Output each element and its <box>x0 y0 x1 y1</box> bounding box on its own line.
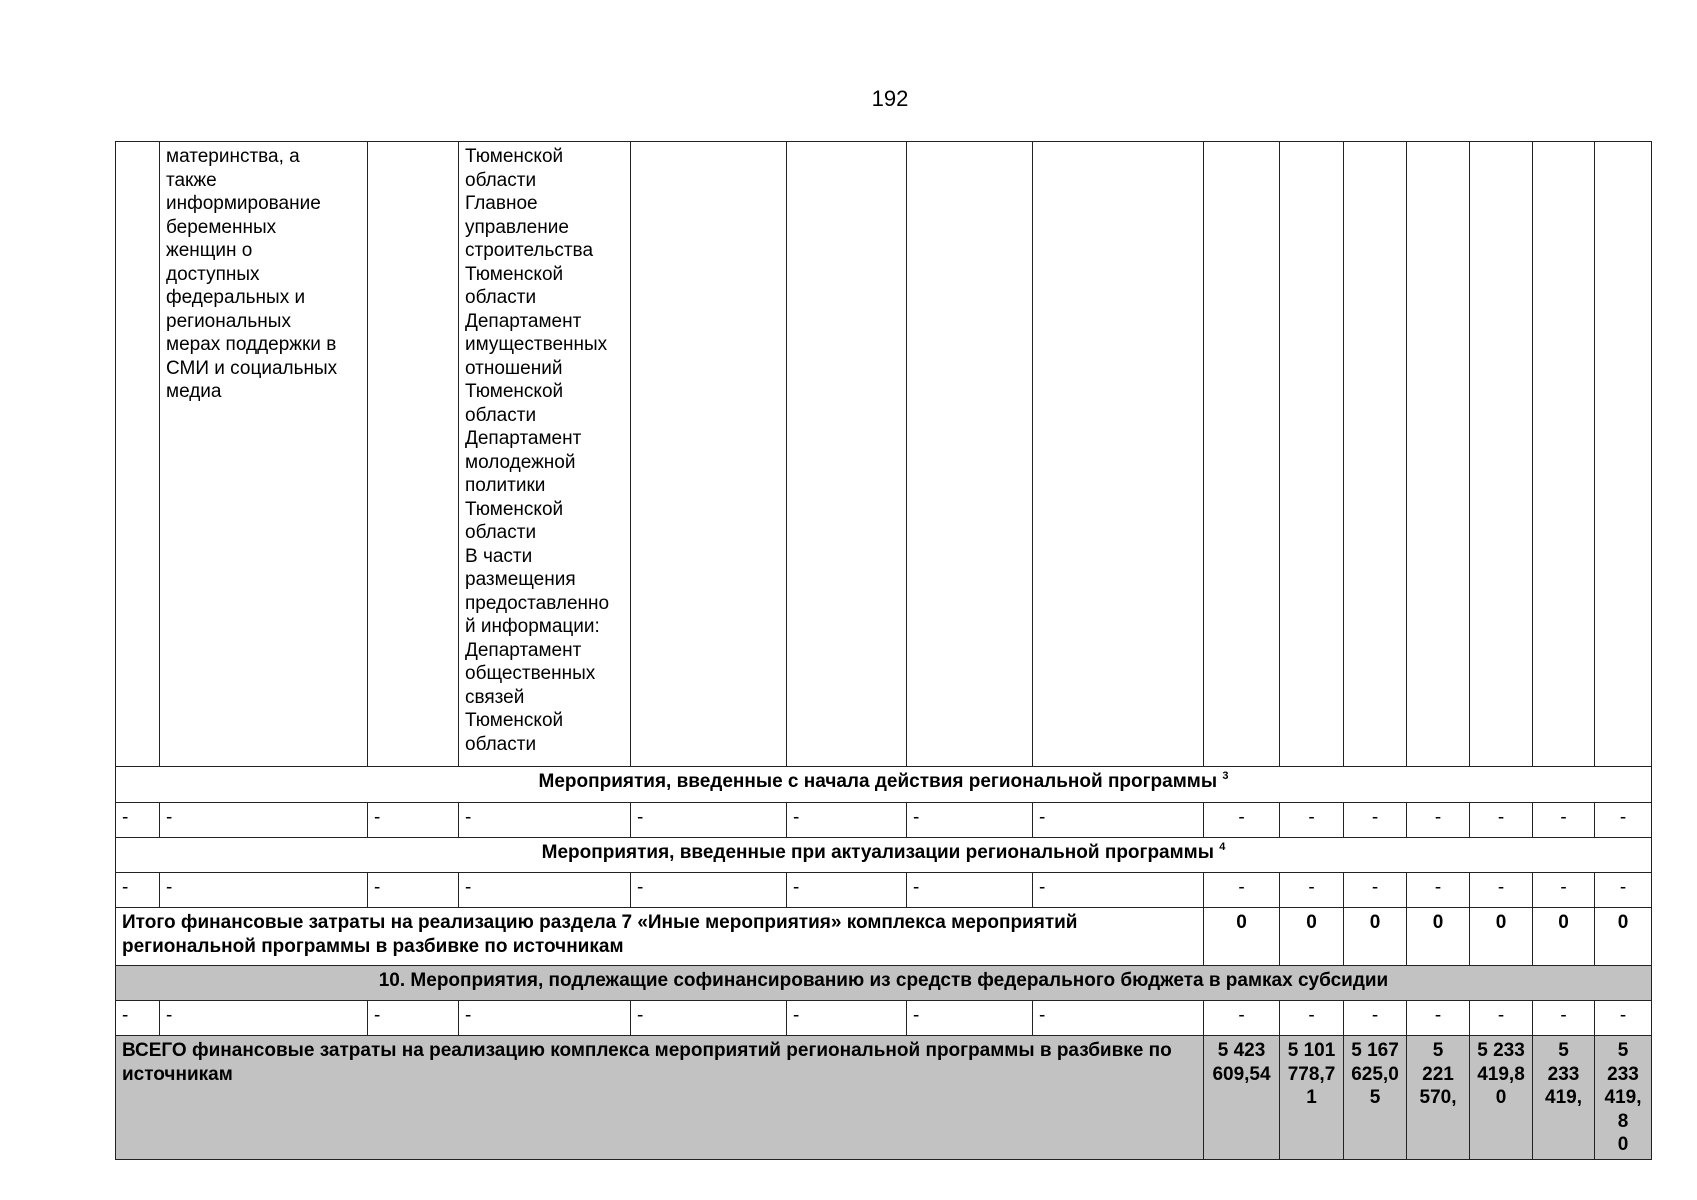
description-line: беременных <box>166 216 277 238</box>
dash-cell: - <box>1533 873 1595 908</box>
dash-cell: - <box>160 873 368 908</box>
value-line: 419, <box>1545 1087 1582 1108</box>
executor-line: й информации: <box>465 616 600 637</box>
executor-line: Тюменской <box>465 498 564 520</box>
executor-line: политики <box>465 475 546 496</box>
dash-cell: - <box>1407 803 1470 838</box>
value-line: 5 <box>1369 1087 1381 1108</box>
value-line: 5 233 <box>1477 1040 1525 1061</box>
value-line: 5 423 <box>1217 1040 1266 1061</box>
program-table <box>115 141 1652 1160</box>
value-line: 570, <box>1419 1087 1457 1108</box>
total-value: 0 <box>1470 908 1533 966</box>
value-line: 0 <box>1495 1087 1507 1108</box>
grand-total-value <box>1407 1036 1470 1160</box>
section10-row <box>116 966 1652 1001</box>
cell-empty <box>907 142 1033 767</box>
dash-cell: - <box>1533 1001 1595 1036</box>
dash-cell: - <box>1280 873 1344 908</box>
dash-cell: - <box>368 873 459 908</box>
dash-cell: - <box>160 1001 368 1036</box>
cell-empty <box>787 142 907 767</box>
grand-total-value <box>1533 1036 1595 1160</box>
description-line: информирование <box>166 193 321 214</box>
value-line: 221 <box>1422 1063 1454 1085</box>
dash-cell: - <box>368 1001 459 1036</box>
dash-cell: - <box>631 1001 787 1036</box>
dash-cell: - <box>1344 803 1407 838</box>
executor-line: области <box>465 404 537 426</box>
cell-empty <box>1595 142 1652 767</box>
cell-empty <box>1280 142 1344 767</box>
total-value: 0 <box>1344 908 1407 966</box>
dash-cell: - <box>116 1001 160 1036</box>
dash-row <box>116 803 1652 838</box>
dash-cell: - <box>1595 1001 1652 1036</box>
dash-cell: - <box>1595 873 1652 908</box>
executor-line: связей <box>465 686 525 708</box>
dash-cell: - <box>368 803 459 838</box>
executor-line: Тюменской <box>465 381 564 402</box>
dash-cell: - <box>1280 1001 1344 1036</box>
executor-line: имущественных <box>465 334 608 355</box>
continued-row <box>116 142 1652 767</box>
value-line: 0 <box>1617 1134 1629 1155</box>
executor-line: Департамент <box>465 428 582 449</box>
description-cell <box>160 142 368 767</box>
dash-cell: - <box>160 803 368 838</box>
cell-empty <box>1533 142 1595 767</box>
description-line: материнства, а <box>166 146 300 167</box>
dash-cell: - <box>459 803 631 838</box>
section-heading: Мероприятия, введенные при актуализации региональной программы $^4$ <box>116 838 1652 873</box>
executor-line: Департамент <box>465 310 582 332</box>
dash-cell: - <box>459 1001 631 1036</box>
executor-line: области <box>465 287 537 308</box>
total-value: 0 <box>1533 908 1595 966</box>
executor-cell <box>459 142 631 767</box>
grand-total-value <box>1280 1036 1344 1160</box>
dash-cell: - <box>1344 873 1407 908</box>
description-line: женщин о <box>166 240 253 261</box>
footnote-marker: 4 <box>1219 841 1226 853</box>
description-line: медиа <box>166 381 222 402</box>
cell-empty <box>1407 142 1470 767</box>
dash-cell: - <box>1470 873 1533 908</box>
value-line: 609,54 <box>1212 1063 1271 1085</box>
dash-cell: - <box>907 1001 1033 1036</box>
value-line: 778,7 <box>1287 1063 1336 1085</box>
total-value: 0 <box>1280 908 1344 966</box>
grand-total-value <box>1470 1036 1533 1160</box>
executor-line: молодежной <box>465 451 576 473</box>
executor-line: области <box>465 522 537 543</box>
grand-total-value <box>1204 1036 1280 1160</box>
total-value: 0 <box>1204 908 1280 966</box>
dash-cell: - <box>1344 1001 1407 1036</box>
dash-cell: - <box>1033 1001 1204 1036</box>
executor-line: В части <box>465 545 533 567</box>
grand-total-value <box>1344 1036 1407 1160</box>
section-introduced-start <box>116 767 1652 803</box>
dash-cell: - <box>787 803 907 838</box>
executor-line: строительства <box>465 240 594 261</box>
description-line: СМИ и социальных <box>166 357 338 379</box>
executor-line: области <box>465 169 537 191</box>
dash-cell: - <box>116 803 160 838</box>
section-introduced-update <box>116 838 1652 873</box>
description-line: доступных <box>166 263 260 285</box>
dash-cell: - <box>116 873 160 908</box>
total-value: 0 <box>1407 908 1470 966</box>
section-heading: Мероприятия, введенные с начала действия региональной программы $^3$ <box>116 767 1652 803</box>
dash-cell: - <box>1204 1001 1280 1036</box>
dash-cell: - <box>1533 803 1595 838</box>
executor-line: Тюменской <box>465 146 564 167</box>
value-line: 5 167 <box>1351 1040 1399 1061</box>
dash-cell: - <box>1033 873 1204 908</box>
executor-line: размещения <box>465 569 576 590</box>
cell-empty <box>368 142 459 767</box>
dash-row <box>116 1001 1652 1036</box>
description-line: федеральных и <box>166 287 306 308</box>
dash-cell: - <box>1033 803 1204 838</box>
footnote-marker: 3 <box>1222 770 1229 782</box>
dash-cell: - <box>1470 1001 1533 1036</box>
section-heading: 10. Мероприятия, подлежащие софинансированию из средств федерального бюджета в рамках субсидии <box>116 966 1652 1001</box>
dash-cell: - <box>907 873 1033 908</box>
description-line: региональных <box>166 310 291 332</box>
dash-cell: - <box>1595 803 1652 838</box>
executor-line: предоставленно <box>465 592 610 614</box>
grand-total-row <box>116 1036 1652 1160</box>
value-line: 5 <box>1432 1040 1444 1061</box>
dash-cell: - <box>1204 873 1280 908</box>
total-value: 0 <box>1595 908 1652 966</box>
dash-cell: - <box>1407 873 1470 908</box>
value-line: 5 233 <box>1607 1040 1639 1085</box>
dash-cell: - <box>1470 803 1533 838</box>
dash-cell: - <box>787 873 907 908</box>
dash-cell: - <box>1280 803 1344 838</box>
value-line: 5 101 <box>1287 1040 1336 1061</box>
executor-line: отношений <box>465 357 563 379</box>
description-line: также <box>166 169 217 191</box>
executor-line: общественных <box>465 663 596 684</box>
cell-empty <box>631 142 787 767</box>
grand-total-value <box>1595 1036 1652 1160</box>
page-number: 192 <box>871 86 909 111</box>
dash-cell: - <box>631 803 787 838</box>
cell-empty <box>1204 142 1280 767</box>
value-line: 419,8 <box>1604 1087 1642 1132</box>
total-label: Итого финансовые затраты на реализацию раздела 7 «Иные мероприятия» комплекса мероприятий региональной программы в разбивке по источникам <box>116 908 1204 966</box>
value-line: 5 <box>1558 1040 1569 1061</box>
value-line: 625,0 <box>1351 1063 1399 1085</box>
executor-line: управление <box>465 216 569 238</box>
value-line: 233 <box>1547 1063 1580 1085</box>
description-line: мерах поддержки в <box>166 334 337 355</box>
dash-cell: - <box>1407 1001 1470 1036</box>
grand-total-label: ВСЕГО финансовые затраты на реализацию комплекса мероприятий региональной программы в разбивке по источникам <box>116 1036 1204 1160</box>
value-line: 419,8 <box>1477 1063 1525 1085</box>
total-section7-row <box>116 908 1652 966</box>
executor-line: Тюменской <box>465 710 564 731</box>
executor-line: Главное <box>465 193 538 214</box>
executor-line: Департамент <box>465 639 582 661</box>
dash-cell: - <box>1204 803 1280 838</box>
dash-cell: - <box>459 873 631 908</box>
cell-number <box>116 142 160 767</box>
dash-row <box>116 873 1652 908</box>
cell-empty <box>1033 142 1204 767</box>
dash-cell: - <box>631 873 787 908</box>
executor-line: области <box>465 733 537 755</box>
dash-cell: - <box>787 1001 907 1036</box>
cell-empty <box>1470 142 1533 767</box>
cell-empty <box>1344 142 1407 767</box>
executor-line: Тюменской <box>465 263 564 285</box>
dash-cell: - <box>907 803 1033 838</box>
value-line: 1 <box>1306 1087 1317 1108</box>
